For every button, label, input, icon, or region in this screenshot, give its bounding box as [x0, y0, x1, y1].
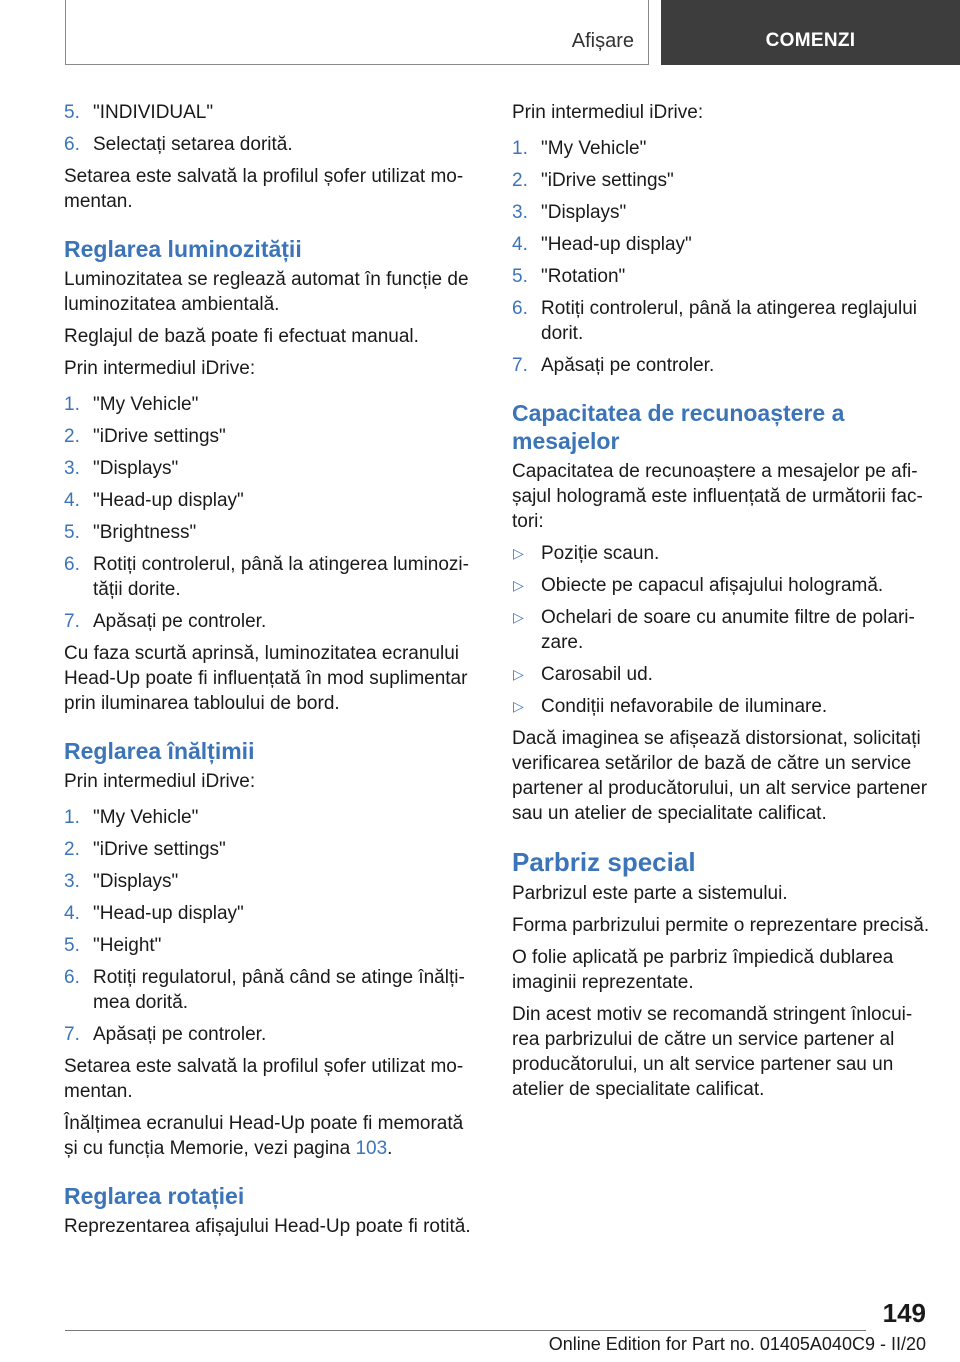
paragraph: Din acest motiv se recomandă stringent înlocui-rea parbrizului de către un service partener al producătorului, un alt service partener sau un atelier de specialitate calificat. [512, 1004, 913, 1100]
list-item [512, 353, 932, 378]
page-number: 149 [882, 1298, 926, 1328]
paragraph: Cu faza scurtă aprinsă, luminozitatea ecranului Head-Up poate fi influențată în mod suplimentar prin iluminarea tabloului de bord. [64, 643, 468, 714]
step-text: Apăsați pe controler. [541, 355, 715, 376]
paragraph-memory [64, 1111, 476, 1161]
step-number: 4. [64, 490, 80, 511]
step-number: 5. [512, 266, 528, 287]
step-text: "Brightness" [93, 522, 197, 543]
bullet-text: Condiții nefavorabile de iluminare. [541, 696, 828, 717]
step-text: "iDrive settings" [93, 426, 226, 447]
paragraph: Capacitatea de recunoaștere a mesajelor pe afi-șajul hologramă este influențată de următorii fac-tori: [512, 461, 923, 532]
step-text: "INDIVIDUAL" [93, 102, 214, 123]
list-item [64, 609, 476, 634]
list-item [64, 805, 476, 830]
step-number: 1. [512, 138, 528, 159]
paragraph: Prin intermediul iDrive: [64, 771, 256, 792]
list-item [64, 965, 476, 1015]
step-number: 1. [64, 807, 80, 828]
list-item [64, 837, 476, 862]
step-number: 3. [64, 458, 80, 479]
step-text: "Head-up display" [93, 490, 244, 511]
list-item [512, 264, 932, 289]
step-number: 7. [512, 355, 528, 376]
step-number: 4. [64, 903, 80, 924]
header-section-tab [65, 0, 649, 65]
heading-windshield: Parbriz special [512, 847, 696, 877]
list-item [512, 296, 932, 346]
step-text: "Displays" [541, 202, 627, 223]
heading-height: Reglarea înălțimii [64, 738, 255, 764]
bullet-text: Carosabil ud. [541, 664, 653, 685]
paragraph: O folie aplicată pe parbriz împiedică dublarea imaginii reprezentate. [512, 947, 894, 993]
paragraph-text: Înălțimea ecranului Head-Up poate fi memorată și cu funcția Memorie, vezi pagina [64, 1113, 464, 1159]
paragraph: Forma parbrizului permite o reprezentare precisă. [512, 915, 930, 936]
list-item [64, 869, 476, 894]
step-number: 6. [64, 967, 80, 988]
step-number: 3. [64, 871, 80, 892]
step-text: "My Vehicle" [93, 394, 199, 415]
list-item [512, 662, 932, 687]
list-item [64, 132, 476, 157]
step-number: 3. [512, 202, 528, 223]
step-text: Selectați setarea dorită. [93, 134, 293, 155]
header-chapter-tab [661, 0, 960, 65]
triangle-bullet-icon: ▷ [513, 609, 524, 625]
list-item [64, 424, 476, 449]
step-number: 1. [64, 394, 80, 415]
step-number: 7. [64, 611, 80, 632]
paragraph: Prin intermediul iDrive: [64, 358, 256, 379]
list-item [512, 605, 932, 655]
paragraph: Reglajul de bază poate fi efectuat manual. [64, 326, 419, 347]
paragraph: Reprezentarea afișajului Head-Up poate fi rotită. [64, 1216, 471, 1237]
heading-rotation: Reglarea rotației [64, 1183, 245, 1209]
list-item [512, 541, 932, 566]
triangle-bullet-icon: ▷ [513, 698, 524, 714]
page-link[interactable]: 103 [355, 1138, 388, 1159]
list-item [64, 392, 476, 417]
heading-recognition: Capacitatea de recunoaștere a mesajelor [512, 400, 845, 454]
step-text: "My Vehicle" [541, 138, 647, 159]
step-text: "iDrive settings" [93, 839, 226, 860]
paragraph: Parbrizul este parte a sistemului. [512, 883, 788, 904]
right-column [512, 100, 932, 1109]
list-item [512, 232, 932, 257]
step-number: 6. [512, 298, 528, 319]
step-number: 5. [64, 522, 80, 543]
step-text: Rotiți controlerul, până la atingerea luminozi-tății dorite. [93, 554, 469, 600]
left-column [64, 100, 476, 1246]
paragraph: Setarea este salvată la profilul șofer utilizat mo-mentan. [64, 166, 464, 212]
paragraph: Luminozitatea se reglează automat în funcție de luminozitatea ambientală. [64, 269, 469, 315]
step-number: 5. [64, 935, 80, 956]
bullet-text: Poziție scaun. [541, 543, 660, 564]
step-text: "iDrive settings" [541, 170, 674, 191]
paragraph: Setarea este salvată la profilul șofer utilizat mo-mentan. [64, 1056, 464, 1102]
step-text: "Height" [93, 935, 162, 956]
step-number: 2. [64, 426, 80, 447]
step-text: "Displays" [93, 458, 179, 479]
list-item [64, 1022, 476, 1047]
triangle-bullet-icon: ▷ [513, 545, 524, 561]
step-text: Rotiți regulatorul, până când se atinge înălți-mea dorită. [93, 967, 465, 1013]
step-text: Apăsați pe controler. [93, 611, 267, 632]
list-item [64, 100, 476, 125]
list-item [512, 573, 932, 598]
step-text: "Head-up display" [541, 234, 692, 255]
list-item [64, 933, 476, 958]
triangle-bullet-icon: ▷ [513, 666, 524, 682]
list-item [64, 456, 476, 481]
list-item [512, 136, 932, 161]
footer-divider [65, 1330, 866, 1331]
list-item [512, 694, 932, 719]
step-text: "Head-up display" [93, 903, 244, 924]
step-number: 2. [512, 170, 528, 191]
paragraph: Prin intermediul iDrive: [512, 102, 704, 123]
step-number: 5. [64, 102, 80, 123]
paragraph-end: . [387, 1138, 393, 1159]
list-item [64, 488, 476, 513]
header-chapter-label: COMENZI [765, 30, 856, 51]
triangle-bullet-icon: ▷ [513, 577, 524, 593]
step-text: "My Vehicle" [93, 807, 199, 828]
step-text: Rotiți controlerul, până la atingerea reglajului dorit. [541, 298, 918, 344]
step-text: "Displays" [93, 871, 179, 892]
bullet-text: Ochelari de soare cu anumite filtre de polari-zare. [541, 607, 915, 653]
paragraph: Dacă imaginea se afișează distorsionat, solicitați verificarea setărilor de bază de către un service partener al producătorului, un alt service partener sau un atelier de specialitate calificat. [512, 728, 928, 824]
list-item [64, 520, 476, 545]
step-number: 4. [512, 234, 528, 255]
step-text: Apăsați pe controler. [93, 1024, 267, 1045]
footer-edition: Online Edition for Part no. 01405A040C9 - II/20 [548, 1334, 926, 1354]
step-number: 6. [64, 554, 80, 575]
list-item [64, 552, 476, 602]
bullet-text: Obiecte pe capacul afișajului hologramă. [541, 575, 884, 596]
list-item [64, 901, 476, 926]
heading-brightness: Reglarea luminozității [64, 236, 302, 262]
step-number: 6. [64, 134, 80, 155]
step-text: "Rotation" [541, 266, 626, 287]
list-item [512, 200, 932, 225]
list-item [512, 168, 932, 193]
header-section-label: Afișare [571, 30, 634, 52]
step-number: 2. [64, 839, 80, 860]
step-number: 7. [64, 1024, 80, 1045]
